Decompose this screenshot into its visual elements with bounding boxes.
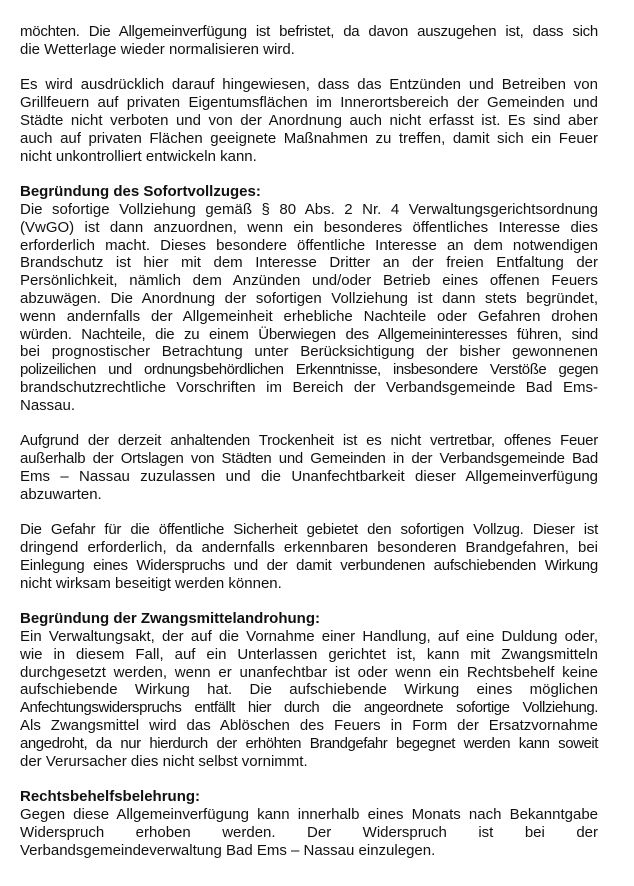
text-line: die Wetterlage wieder normalisieren wird.: [20, 40, 295, 58]
text-line: aufschiebende Wirkung hat. Die aufschiebende Wirkung eines möglichen: [20, 681, 598, 699]
section-heading: Begründung des Sofortvollzuges:: [20, 183, 261, 201]
text-line: Die sofortige Vollziehung gemäß § 80 Abs. 2 Nr. 4 Verwaltungsgerichtsordnung: [20, 200, 598, 218]
text-line: Es wird ausdrücklich darauf hingewiesen, dass das Entzünden und Betreiben von: [20, 76, 598, 94]
text-line: polizeilichen und ordnungsbehördlichen Erkenntnisse, insbesondere Verstöße gegen: [20, 361, 598, 379]
text-line: Widerspruch erhoben werden. Der Widerspruch ist bei der: [20, 823, 598, 841]
text-line: abzuwägen. Die Anordnung der sofortigen Vollziehung ist dann stets begründet,: [20, 289, 598, 307]
text-line: angedroht, da nur hierdurch der erhöhten Brandgefahr begegnet werden kann soweit: [20, 734, 598, 752]
text-line: durchgesetzt werden, wenn er unanfechtbar ist oder wenn ein Rechtsbehelf keine: [20, 663, 598, 681]
text-line: auch auf privaten Flächen geeignete Maßnahmen zu treffen, damit sich ein Feuer: [20, 129, 598, 147]
text-line: der Verursacher dies nicht selbst vornimmt.: [20, 752, 308, 770]
paragraph-gap: [20, 593, 598, 611]
text-line: (VwGO) ist dann anzuordnen, wenn ein besonderes öffentliches Interesse dies: [20, 218, 598, 236]
text-line: Städte nicht verboten und von der Anordnung auch nicht erfasst ist. Es sind aber: [20, 111, 598, 129]
paragraph-gap: [20, 59, 598, 77]
text-line: brandschutzrechtliche Vorschriften im Bereich der Verbandsgemeinde Bad Ems-: [20, 378, 598, 396]
text-line: Brandschutz ist hier mit dem Interesse Dritter an der freien Entfaltung der: [20, 254, 598, 272]
text-line: außerhalb der Ortslagen von Städten und Gemeinden in der Verbandsgemeinde Bad: [20, 450, 598, 468]
text-line: Anfechtungswiderspruchs entfällt hier durch die angeordnete sofortige Vollziehung.: [20, 699, 598, 717]
text-line: nicht unkontrolliert entwickeln kann.: [20, 147, 257, 165]
paragraph-trockenheit: [20, 432, 598, 503]
paragraph-gap: [20, 770, 598, 788]
text-line: würden. Nachteile, die zu einem Überwiegen des Allgemeininteresses führen, sind: [20, 325, 598, 343]
text-line: Ems – Nassau zuzulassen und die Unanfechtbarkeit dieser Allgemeinverfügung: [20, 467, 598, 485]
paragraph-gap: [20, 165, 598, 183]
text-line: möchten. Die Allgemeinverfügung ist befristet, da davon auszugehen ist, dass sich: [20, 23, 598, 40]
paragraph-gap: [20, 504, 598, 522]
text-line: wenn andernfalls der Allgemeinheit erhebliche Nachteile oder Gefahren drohen: [20, 307, 598, 325]
paragraph-grillfeuer: [20, 76, 598, 165]
document-page: [20, 23, 598, 859]
text-line: Nassau.: [20, 396, 76, 414]
text-line: wie in diesem Fall, auf ein Unterlassen gerichtet ist, kann mit Zwangsmitteln: [20, 645, 598, 663]
section-zwangsmittel: [20, 610, 598, 770]
section-heading: Begründung der Zwangsmittelandrohung:: [20, 610, 320, 628]
text-line: Gegen diese Allgemeinverfügung kann innerhalb eines Monats nach Bekanntgabe: [20, 806, 598, 824]
paragraph-befristung: [20, 23, 598, 59]
text-line: erforderlich macht. Dieses besondere öffentliche Interesse an dem notwendigen: [20, 236, 598, 254]
text-line: Verbandsgemeindeverwaltung Bad Ems – Nassau einzulegen.: [20, 841, 436, 859]
text-line: nicht wirksam beseitigt werden können.: [20, 574, 282, 592]
paragraph-gap: [20, 415, 598, 433]
text-line: Als Zwangsmittel wird das Ablöschen des Feuers in Form der Ersatzvornahme: [20, 717, 598, 735]
section-heading: Rechtsbehelfsbelehrung:: [20, 788, 201, 806]
text-line: Grillfeuern auf privaten Eigentumsflächen im Innerortsbereich der Gemeinden und: [20, 94, 598, 112]
section-rechtsbehelfsbelehrung: [20, 788, 598, 859]
text-line: Ein Verwaltungsakt, der auf die Vornahme einer Handlung, auf eine Duldung oder,: [20, 628, 598, 646]
text-line: abzuwarten.: [20, 485, 102, 503]
text-line: Einlegung eines Widerspruchs und der damit verbundenen aufschiebenden Wirkung: [20, 556, 598, 574]
text-line: Die Gefahr für die öffentliche Sicherheit gebietet den sofortigen Vollzug. Dieser ist: [20, 521, 598, 539]
paragraph-gefahr: [20, 521, 598, 592]
text-line: bei prognostischer Betrachtung unter Berücksichtigung der bisher gewonnenen: [20, 343, 598, 361]
text-line: dringend erforderlich, da andernfalls erkennbaren besonderen Brandgefahren, bei: [20, 539, 598, 557]
text-line: Persönlichkeit, nämlich dem Anzünden und/oder Betrieb eines offenen Feuers: [20, 272, 598, 290]
text-line: Aufgrund der derzeit anhaltenden Trockenheit ist es nicht vertretbar, offenes Feuer: [20, 432, 598, 450]
section-sofortvollzug: [20, 183, 598, 592]
